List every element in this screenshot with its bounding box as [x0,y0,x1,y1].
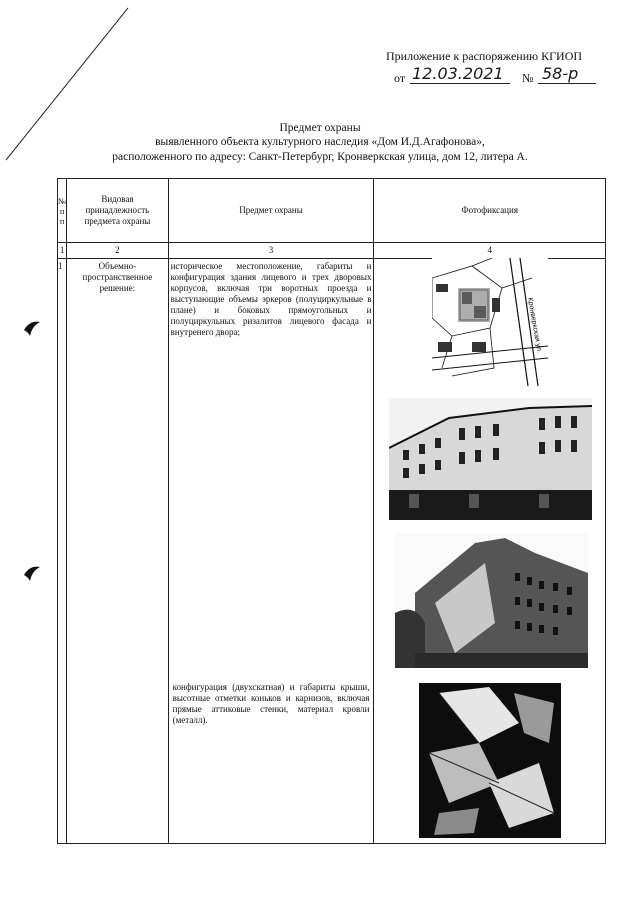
punch-hole-mark-top [22,320,44,342]
row-subject-cell [168,259,374,844]
subject-text-2: конфигурация (двухскатная) и габариты крыши, высотные отметки коньков и карнизов, включая прямые аттиковые стенки, материал кровли (металл). [172,682,370,725]
header-type: Видовая принадлежность предмета охраны [67,179,168,243]
title-line-2: выявленного объекта культурного наследия «Дом И.Д.Агафонова», [155,136,485,148]
index-cell: 2 [67,243,168,259]
index-cell: 3 [168,243,374,259]
punch-hole-mark-bottom [22,565,44,587]
row-num: 1 [58,259,67,844]
title-line-1: Предмет охраны [279,122,361,134]
facade-photo [389,398,592,520]
header-photo: Фотофиксация [374,179,606,243]
date-prefix: от [394,71,406,85]
number-handwritten: 58-р [542,64,579,83]
date-handwritten: 12.03.2021 [412,64,504,83]
appendix-heading: Приложение к распоряжению КГИОП [386,49,583,63]
aerial-roof-photo [419,683,561,838]
title-line-3: расположенного по адресу: Санкт-Петербург, Кронверкская улица, дом 12, литера А. [112,151,528,163]
table-header-row [58,179,606,243]
number-prefix: № [522,71,534,85]
row-type: Объемно-пространственное решение: [67,259,168,844]
index-cell: 4 [374,243,606,259]
map-street-label: Кронверкская ул. [526,297,543,354]
subject-text-1: историческое местоположение, габариты и конфигурация здания лицевого и трех дворовых корпусов, включая три воротных проезда и выступающие объемы эркеров (полуциркульные в плане) и боковых прямоугольных и полуциркульных ризалитов лицевого фасада и внутренего двора; [170,261,372,337]
header-subject: Предмет охраны [168,179,374,243]
courtyard-photo [395,533,588,668]
index-cell: 1 [58,243,67,259]
order-date-line [386,64,606,86]
table-index-row [58,243,606,259]
cadastral-map-image [432,258,548,386]
header-num: № п п [58,179,67,243]
